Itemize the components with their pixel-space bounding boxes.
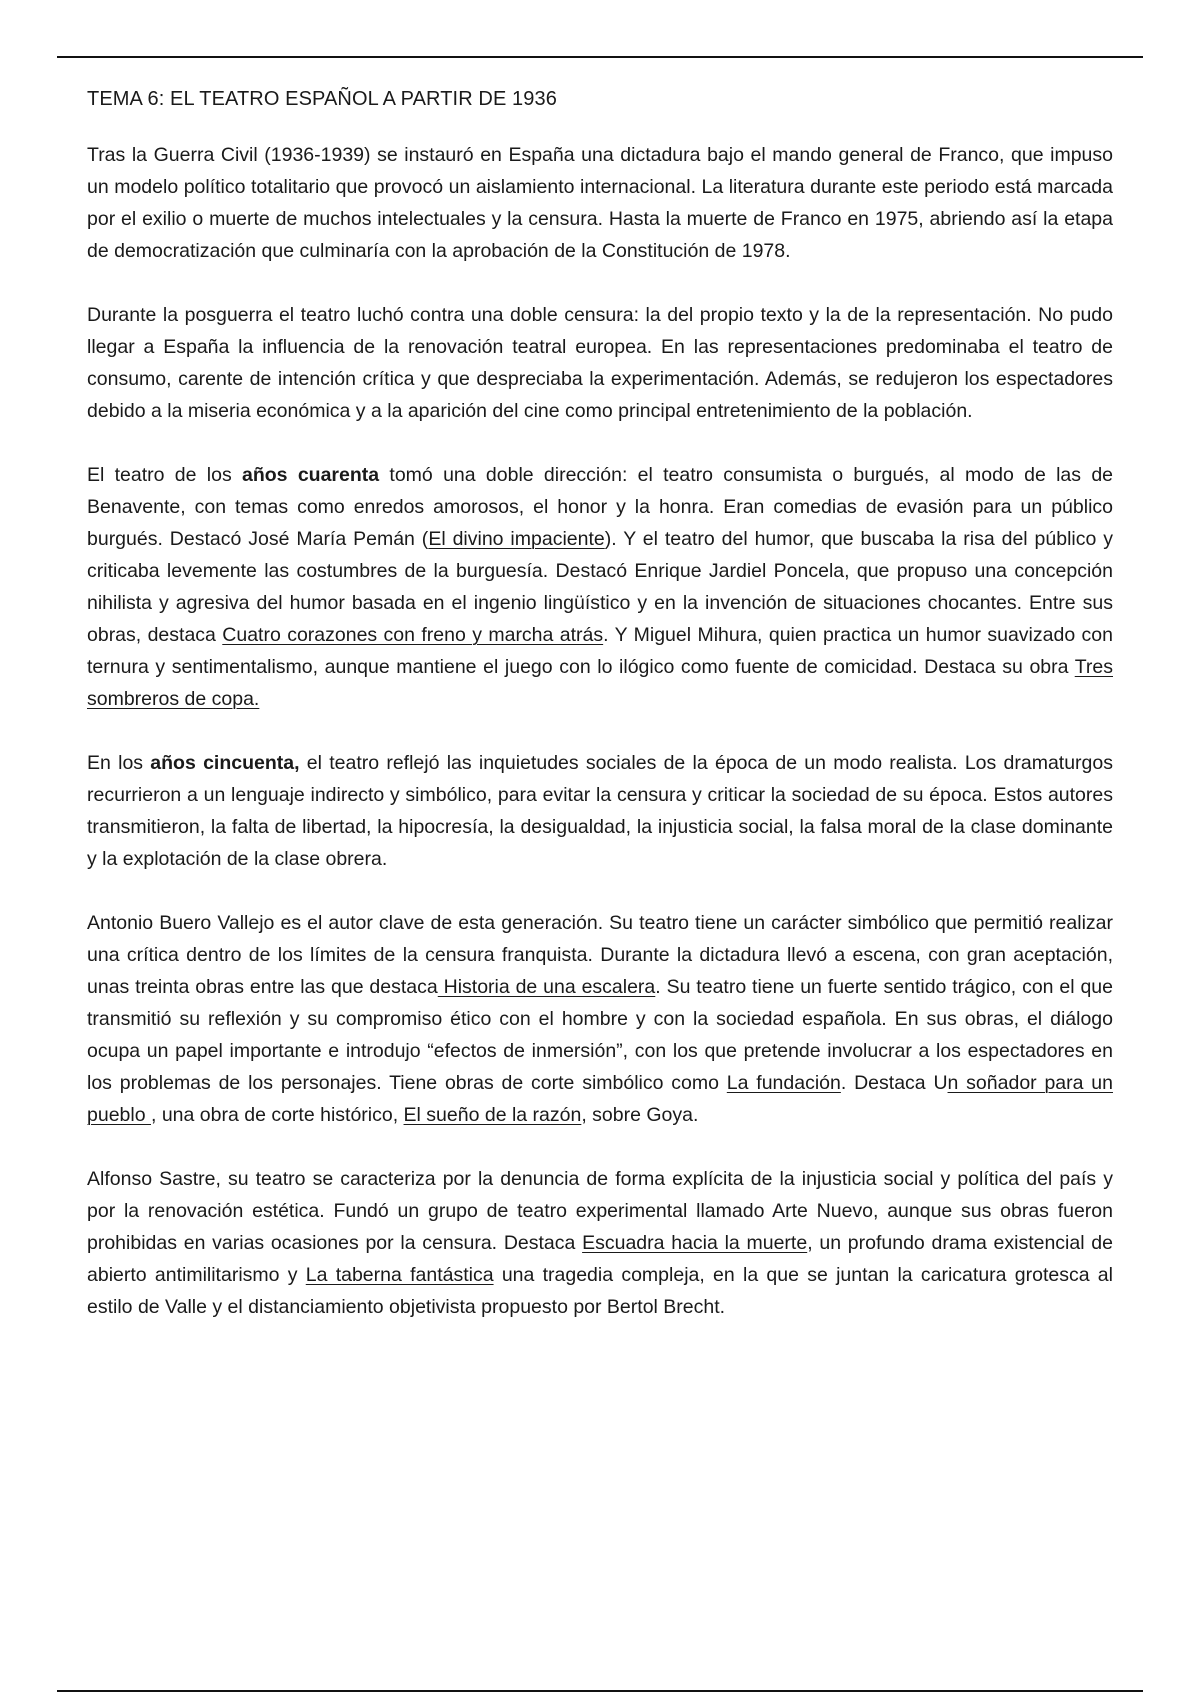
work-title: El divino impaciente bbox=[428, 528, 605, 550]
text-run: el teatro reflejó las inquietudes sociales de la época de un modo realista. Los dramaturgos recurrieron a un lenguaje indirecto y simbólico, para evitar la censura y criticar la sociedad de su época. Estos autores transmitieron, la falta de libertad, la hipocresía, la desigualdad, la injusticia social, la falsa moral de la clase dominante y la explotación de la clase obrera. bbox=[87, 752, 1113, 870]
text-run: . Destaca U bbox=[840, 1072, 948, 1094]
work-title: n soñador para un pueblo bbox=[87, 1072, 1113, 1126]
paragraph-posguerra: Durante la posguerra el teatro luchó contra una doble censura: la del propio texto y la de la representación. No pudo llegar a España la influencia de la renovación teatral europea. En las representaciones predominaba el teatro de consumo, carente de intención crítica y que despreciaba la experimentación. Además, se redujeron los espectadores debido a la miseria económica y a la aparición del cine como principal entretenimiento de la población. bbox=[87, 304, 1113, 422]
text-run: . Su teatro tiene un fuerte sentido trágico, con el que transmitió su reflexión y su compromiso ético con el hombre y con la sociedad española. En sus obras, el diálogo ocupa un papel importante e introdujo “efectos de inmersión”, con los que pretende involucrar a los espectadores en los problemas de los personajes. Tiene obras de corte simbólico como bbox=[87, 976, 1113, 1094]
paragraph-cuarenta bbox=[87, 459, 1113, 715]
work-title: Escuadra hacia la muerte bbox=[582, 1232, 808, 1254]
text-run: En los bbox=[87, 752, 151, 774]
work-title: Tres sombreros de copa. bbox=[87, 656, 1113, 710]
text-run: El teatro de los bbox=[87, 464, 243, 486]
bold-term: años cincuenta, bbox=[150, 752, 300, 774]
text-run: , sobre Goya. bbox=[581, 1104, 699, 1126]
page-title: TEMA 6: EL TEATRO ESPAÑOL A PARTIR DE 1936 bbox=[87, 88, 557, 110]
work-title: Historia de una escalera bbox=[437, 976, 656, 998]
work-title: El sueño de la razón bbox=[403, 1104, 582, 1126]
text-run: una tragedia compleja, en la que se juntan la caricatura grotesca al estilo de Valle y el distanciamiento objetivista propuesto por Bertol Brecht. bbox=[87, 1264, 1113, 1318]
work-title: Cuatro corazones con freno y marcha atrás bbox=[222, 624, 604, 646]
text-run: ). Y el teatro del humor, que buscaba la risa del público y criticaba levemente las costumbres de la burguesía. Destacó Enrique Jardiel Poncela, que propuso una concepción nihilista y agresiva del humor basada en el ingenio lingüístico y en la invención de situaciones chocantes. Entre sus obras, destaca bbox=[87, 528, 1114, 646]
paragraph-buero-vallejo bbox=[87, 907, 1113, 1131]
paragraph-cincuenta bbox=[87, 747, 1113, 875]
text-run: , una obra de corte histórico, bbox=[150, 1104, 404, 1126]
text-run: tomó una doble dirección: el teatro consumista o burgués, al modo de las de Benavente, con temas como enredos amorosos, el honor y la honra. Eran comedias de evasión para un público burgués. Destacó José María Pemán ( bbox=[87, 464, 1114, 550]
text-run: , un profundo drama existencial de abierto antimilitarismo y bbox=[87, 1232, 1113, 1286]
paragraph-context: Tras la Guerra Civil (1936-1939) se instauró en España una dictadura bajo el mando general de Franco, que impuso un modelo político totalitario que provocó un aislamiento internacional. La literatura durante este periodo está marcada por el exilio o muerte de muchos intelectuales y la censura. Hasta la muerte de Franco en 1975, abriendo así la etapa de democratización que culminaría con la aprobación de la Constitución de 1978. bbox=[87, 144, 1113, 262]
document-body bbox=[87, 84, 1113, 1355]
bottom-rule bbox=[57, 1690, 1143, 1692]
top-rule bbox=[57, 56, 1143, 58]
work-title: La taberna fantástica bbox=[305, 1264, 494, 1286]
text-run: Antonio Buero Vallejo es el autor clave de esta generación. Su teatro tiene un carácter simbólico que permitió realizar una crítica dentro de los límites de la censura franquista. Durante la dictadura llevó a escena, con gran aceptación, unas treinta obras entre las que destaca bbox=[87, 912, 1113, 998]
text-run: Alfonso Sastre, su teatro se caracteriza por la denuncia de forma explícita de la injusticia social y política del país y por la renovación estética. Fundó un grupo de teatro experimental llamado Arte Nuevo, aunque sus obras fueron prohibidas en varias ocasiones por la censura. Destaca bbox=[87, 1168, 1113, 1254]
text-run: . Y Miguel Mihura, quien practica un humor suavizado con ternura y sentimentalismo, aunque mantiene el juego con lo ilógico como fuente de comicidad. Destaca su obra bbox=[87, 624, 1113, 678]
bold-term: años cuarenta bbox=[242, 464, 380, 486]
work-title: La fundación bbox=[726, 1072, 841, 1094]
paragraph-sastre bbox=[87, 1163, 1113, 1323]
